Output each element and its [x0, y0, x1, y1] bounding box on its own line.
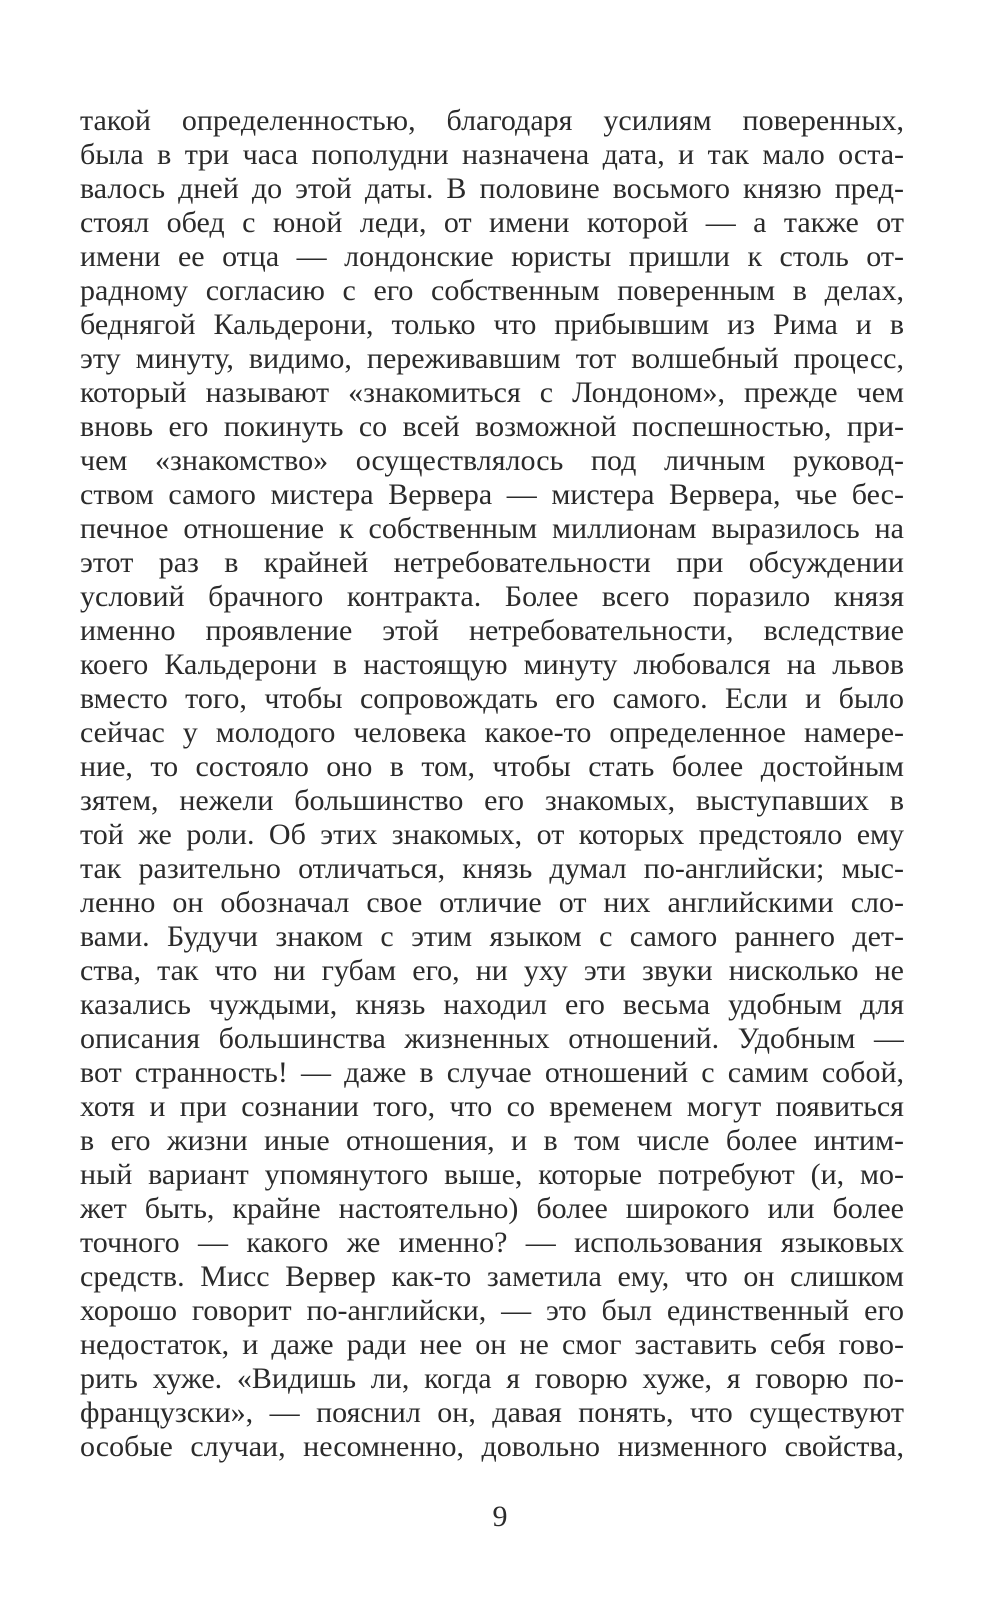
text-line: зятем, нежели большинство его знакомых, выступавших в [80, 784, 904, 817]
text-line: ством самого мистера Вервера — мистера Вервера, чье бес- [80, 478, 904, 511]
text-line: стоял обед с юной леди, от имени которой — а также от [80, 206, 904, 239]
text-line: недостаток, и даже ради нее он не смог заставить себя гово- [80, 1328, 904, 1361]
text-line: особые случаи, несомненно, довольно низменного свойства, [80, 1430, 904, 1463]
text-line: той же роли. Об этих знакомых, от которых предстояло ему [80, 818, 904, 851]
text-line: именно проявление этой нетребовательности, вследствие [80, 614, 904, 647]
body-text [80, 104, 904, 1464]
text-line: в его жизни иные отношения, и в том числе более интим- [80, 1124, 904, 1157]
text-line: валось дней до этой даты. В половине восьмого князю пред- [80, 172, 904, 205]
text-line: вами. Будучи знаком с этим языком с самого раннего дет- [80, 920, 904, 953]
text-line: который называют «знакомиться с Лондоном», прежде чем [80, 376, 904, 409]
text-line: ленно он обозначал свое отличие от них английскими сло- [80, 886, 904, 919]
text-line: описания большинства жизненных отношений. Удобным — [80, 1022, 904, 1055]
page-number: 9 [492, 1500, 508, 1533]
text-line: точного — какого же именно? — использования языковых [80, 1226, 904, 1259]
text-line: беднягой Кальдерони, только что прибывшим из Рима и в [80, 308, 904, 341]
text-line: казались чуждыми, князь находил его весьма удобным для [80, 988, 904, 1021]
text-line: ный вариант упомянутого выше, которые потребуют (и, мо- [80, 1158, 904, 1191]
text-line: сейчас у молодого человека какое-то определенное намере- [80, 716, 904, 749]
text-line: вновь его покинуть со всей возможной поспешностью, при- [80, 410, 904, 443]
text-line: условий брачного контракта. Более всего поразило князя [80, 580, 904, 613]
text-line: французски», — пояснил он, давая понять, что существуют [80, 1396, 904, 1429]
text-line: имени ее отца — лондонские юристы пришли к столь от- [80, 240, 904, 273]
text-line: так разительно отличаться, князь думал по-английски; мыс- [80, 852, 904, 885]
text-line: коего Кальдерони в настоящую минуту любовался на львов [80, 648, 904, 681]
text-line: эту минуту, видимо, переживавшим тот волшебный процесс, [80, 342, 904, 375]
text-line: вот странность! — даже в случае отношений с самим собой, [80, 1056, 904, 1089]
text-line: ства, так что ни губам его, ни уху эти звуки нисколько не [80, 954, 904, 987]
text-line: рить хуже. «Видишь ли, когда я говорю хуже, я говорю по- [80, 1362, 904, 1395]
text-line: ние, то состояло оно в том, чтобы стать более достойным [80, 750, 904, 783]
text-line: такой определенностью, благодаря усилиям поверенных, [80, 104, 904, 137]
text-line: хотя и при сознании того, что со временем могут появиться [80, 1090, 904, 1123]
text-line: этот раз в крайней нетребовательности при обсуждении [80, 546, 904, 579]
text-line: жет быть, крайне настоятельно) более широкого или более [80, 1192, 904, 1225]
text-line: вместо того, чтобы сопровождать его самого. Если и было [80, 682, 904, 715]
text-line: средств. Мисс Вервер как-то заметила ему, что он слишком [80, 1260, 904, 1293]
text-line: печное отношение к собственным миллионам выразилось на [80, 512, 904, 545]
text-line: чем «знакомство» осуществлялось под личным руковод- [80, 444, 904, 477]
text-line: радному согласию с его собственным поверенным в делах, [80, 274, 904, 307]
text-line: хорошо говорит по-английски, — это был единственный его [80, 1294, 904, 1327]
text-line: была в три часа пополудни назначена дата, и так мало оста- [80, 138, 904, 171]
